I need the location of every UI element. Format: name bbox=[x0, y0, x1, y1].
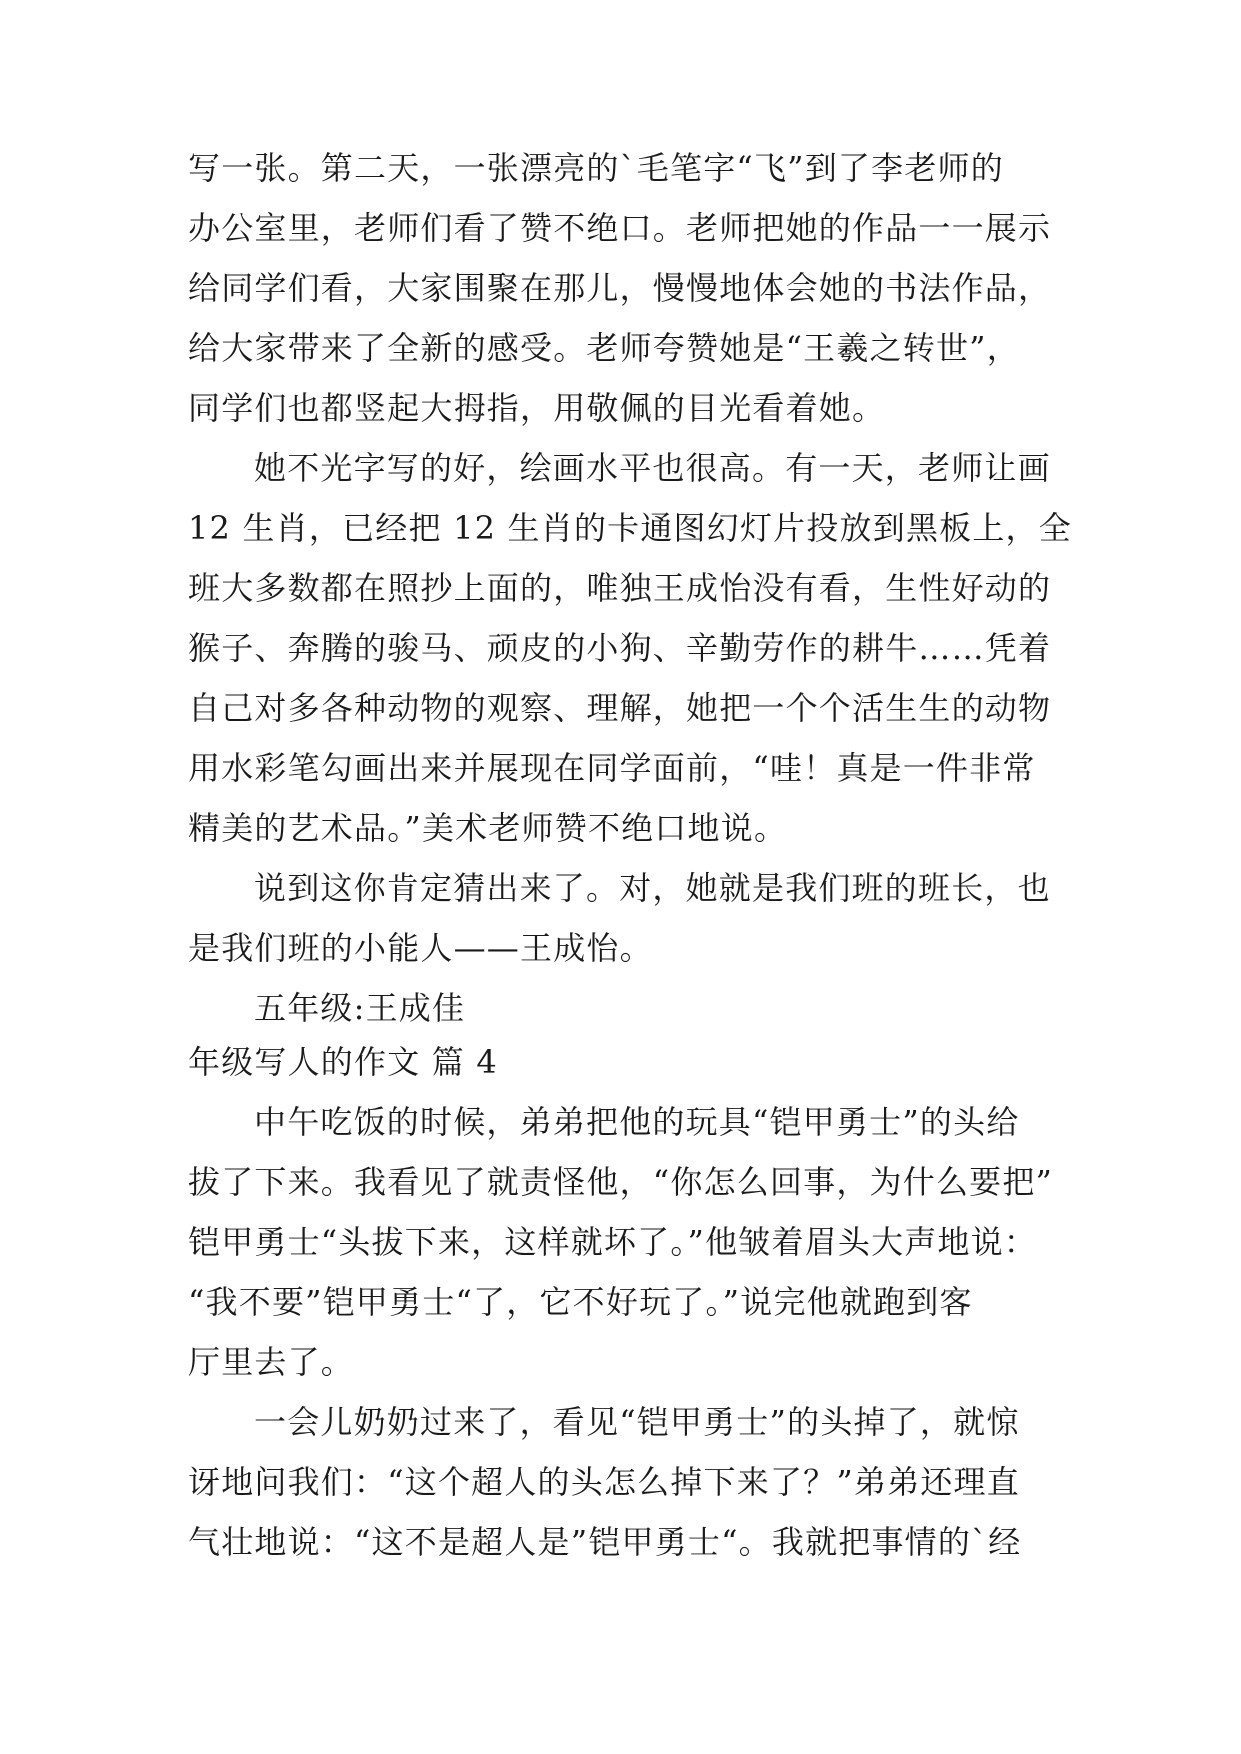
text-line: 12 生肖，已经把 12 生肖的卡通图幻灯片投放到黑板上，全 bbox=[188, 509, 1072, 547]
text-line: 给同学们看，大家围聚在那儿，慢慢地体会她的书法作品， bbox=[188, 269, 1052, 307]
text-line: 铠甲勇士“头拔下来，这样就坏了。”他皱着眉头大声地说： bbox=[188, 1223, 1038, 1261]
text-line: 自己对多各种动物的观察、理解，她把一个个活生生的动物 bbox=[188, 689, 1052, 727]
author-line: 五年级:王成佳 bbox=[254, 989, 466, 1027]
text-line: 她不光字写的好，绘画水平也很高。有一天，老师让画 bbox=[254, 449, 1051, 487]
text-line: 同学们也都竖起大拇指，用敬佩的目光看着她。 bbox=[188, 389, 886, 427]
text-line: 一会儿奶奶过来了，看见“铠甲勇士”的头掉了，就惊 bbox=[254, 1403, 1020, 1441]
text-line: 用水彩笔勾画出来并展现在同学面前，“哇！真是一件非常 bbox=[188, 749, 1036, 787]
text-line: 说到这你肯定猜出来了。对，她就是我们班的班长，也 bbox=[254, 869, 1051, 907]
text-line: 厅里去了。 bbox=[188, 1343, 355, 1381]
text-line: 拔了下来。我看见了就责怪他，“你怎么回事，为什么要把” bbox=[188, 1163, 1054, 1201]
text-line: 精美的艺术品。”美术老师赞不绝口地说。 bbox=[188, 809, 788, 847]
text-line: 猴子、奔腾的骏马、顽皮的小狗、辛勤劳作的耕牛……凭着 bbox=[188, 629, 1052, 667]
text-line: 中午吃饭的时候，弟弟把他的玩具“铠甲勇士”的头给 bbox=[254, 1103, 1020, 1141]
text-line: 写一张。第二天，一张漂亮的`毛笔字“飞”到了李老师的 bbox=[188, 149, 1004, 187]
text-line: 气壮地说：“这不是超人是”铠甲勇士“。我就把事情的`经 bbox=[188, 1523, 1022, 1561]
text-line: 讶地问我们：“这个超人的头怎么掉下来了？”弟弟还理直 bbox=[188, 1463, 1020, 1501]
text-line: 办公室里，老师们看了赞不绝口。老师把她的作品一一展示 bbox=[188, 209, 1052, 247]
section-heading: 年级写人的作文 篇 4 bbox=[188, 1043, 498, 1081]
text-line: “我不要”铠甲勇士“了，它不好玩了。”说完他就跑到客 bbox=[188, 1283, 973, 1321]
text-line: 是我们班的小能人——王成怡。 bbox=[188, 929, 653, 967]
text-line: 班大多数都在照抄上面的，唯独王成怡没有看，生性好动的 bbox=[188, 569, 1052, 607]
text-line: 给大家带来了全新的感受。老师夸赞她是“王羲之转世”， bbox=[188, 329, 1020, 367]
